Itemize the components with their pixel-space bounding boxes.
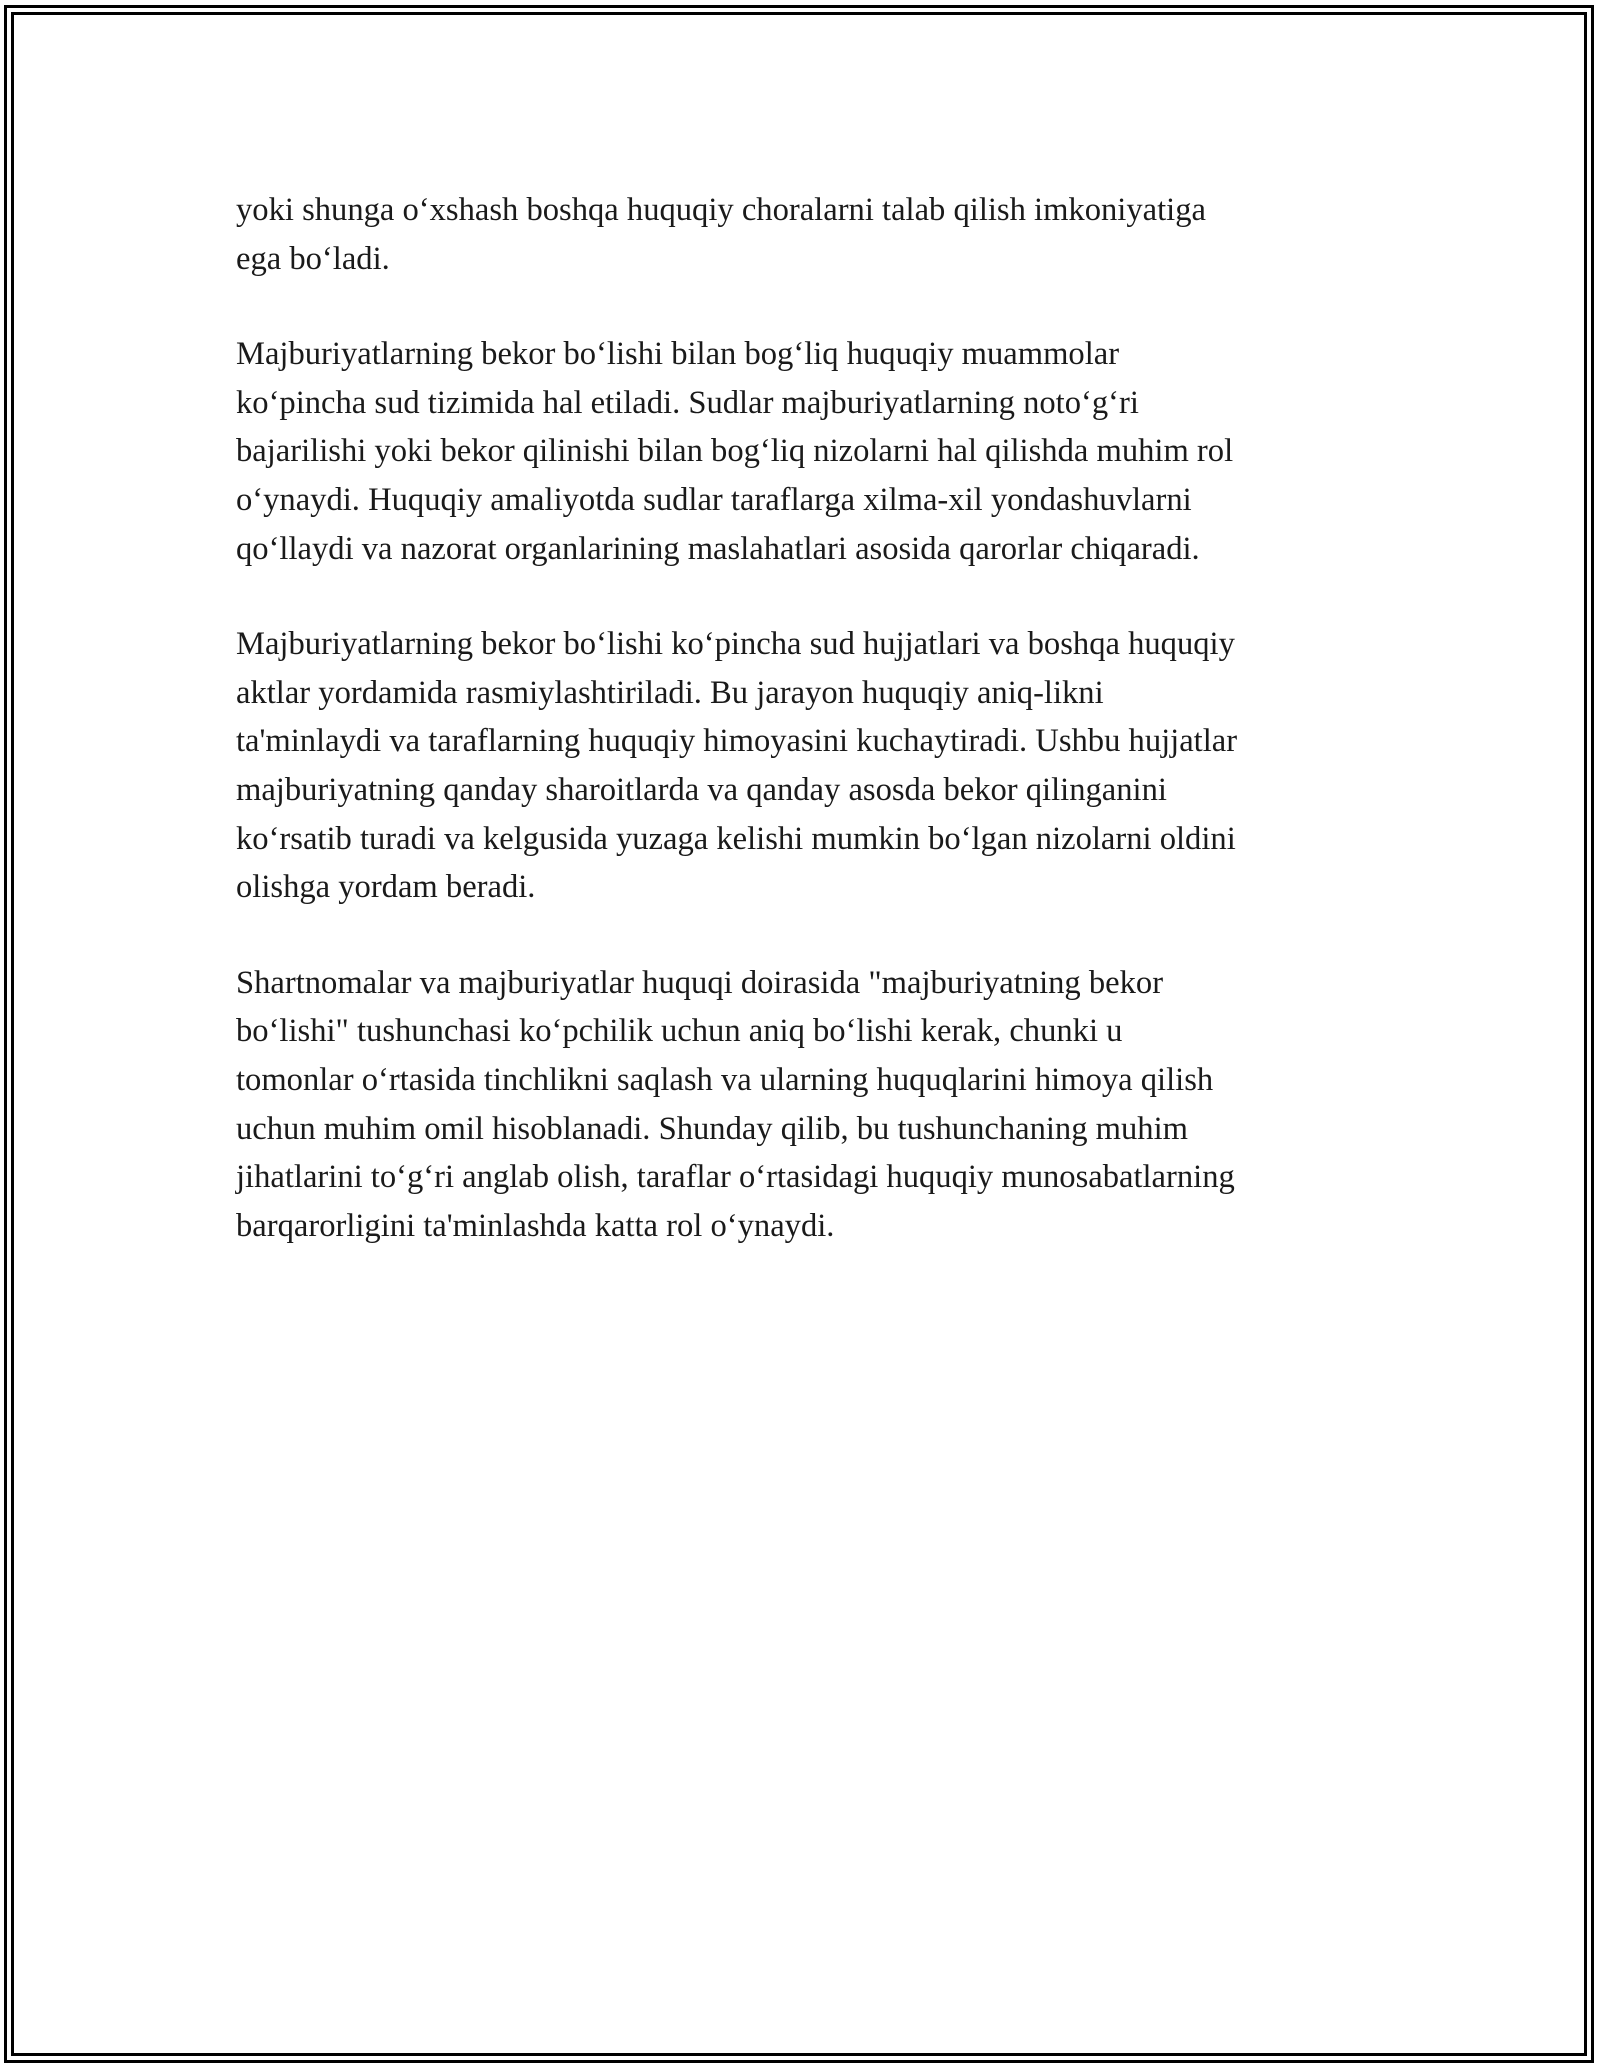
text-line: o‘ynaydi. Huquqiy amaliyotda sudlar taraflarga xilma-xil yondashuvlarni — [236, 481, 1192, 518]
text-line: aktlar yordamida rasmiylashtiriladi. Bu jarayon huquqiy aniq-likni — [236, 674, 1104, 711]
text-line: Majburiyatlarning bekor bo‘lishi ko‘pincha sud hujjatlari va boshqa huquqiy — [236, 626, 1235, 663]
paragraph-1 — [236, 186, 1376, 283]
text-line: ko‘rsatib turadi va kelgusida yuzaga kelishi mumkin bo‘lgan nizolarni oldini — [236, 820, 1236, 857]
text-line: Majburiyatlarning bekor bo‘lishi bilan bog‘liq huquqiy muammolar — [236, 336, 1120, 373]
text-line: qo‘llaydi va nazorat organlarining maslahatlari asosida qarorlar chiqaradi. — [236, 530, 1200, 567]
text-line: barqarorligini ta'minlashda katta rol o‘ynaydi. — [236, 1207, 835, 1244]
paragraph-2 — [236, 330, 1376, 573]
text-line: bajarilishi yoki bekor qilinishi bilan bog‘liq nizolarni hal qilishda muhim rol — [236, 433, 1234, 470]
document-body — [236, 186, 1376, 1297]
text-line: yoki shunga o‘xshash boshqa huquqiy choralarni talab qilish imkoniyatiga — [236, 192, 1206, 228]
text-line: Shartnomalar va majburiyatlar huquqi doirasida "majburiyatning bekor — [236, 964, 1164, 1001]
text-line: olishga yordam beradi. — [236, 869, 536, 906]
text-line: ta'minlaydi va taraflarning huquqiy himoyasini kuchaytiradi. Ushbu hujjatlar — [236, 723, 1238, 760]
text-line: tomonlar o‘rtasida tinchlikni saqlash va ularning huquqlarini himoya qilish — [236, 1061, 1214, 1098]
text-line: jihatlarini to‘g‘ri anglab olish, taraflar o‘rtasidagi huquqiy munosabatlarning — [236, 1159, 1235, 1196]
paragraph-4 — [236, 959, 1376, 1251]
text-line: uchun muhim omil hisoblanadi. Shunday qilib, bu tushunchaning muhim — [236, 1110, 1188, 1147]
text-line: ega bo‘ladi. — [236, 240, 390, 277]
text-line: bo‘lishi" tushunchasi ko‘pchilik uchun aniq bo‘lishi kerak, chunki u — [236, 1013, 1123, 1050]
paragraph-3 — [236, 620, 1376, 912]
text-line: ko‘pincha sud tizimida hal etiladi. Sudlar majburiyatlarning noto‘g‘ri — [236, 384, 1139, 421]
text-line: majburiyatning qanday sharoitlarda va qanday asosda bekor qilinganini — [236, 771, 1167, 808]
